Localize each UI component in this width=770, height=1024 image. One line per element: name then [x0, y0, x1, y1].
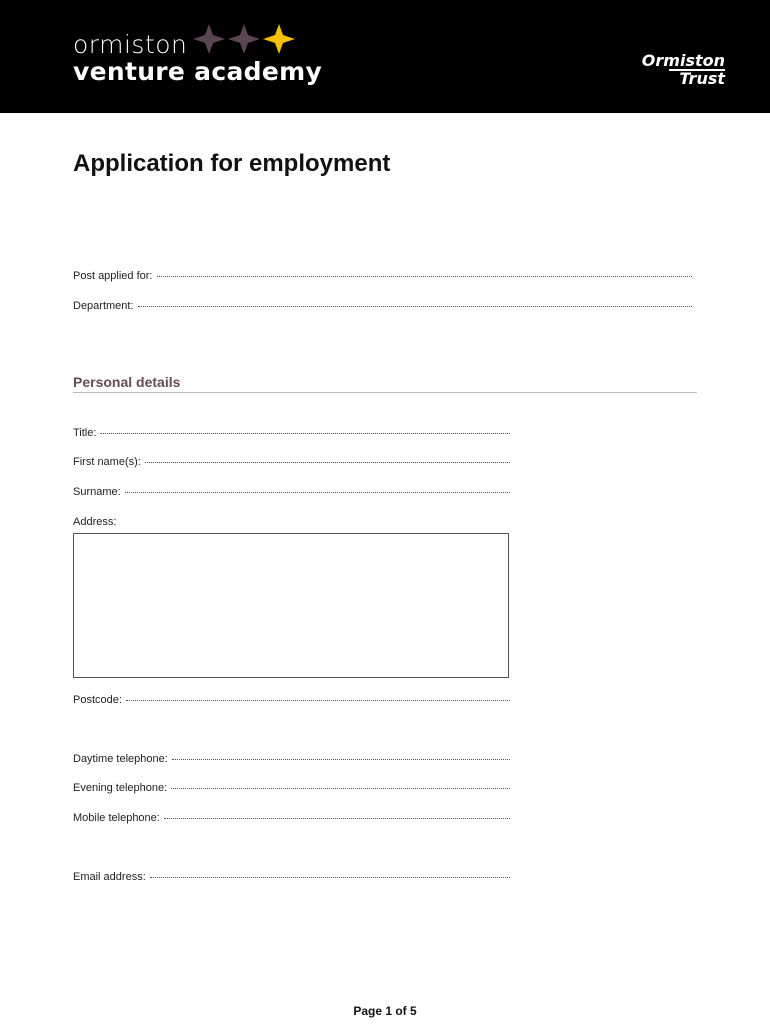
section-heading-personal-details: Personal details	[73, 374, 181, 390]
department-line[interactable]	[138, 305, 692, 307]
evening-telephone-label: Evening telephone:	[73, 782, 168, 794]
address-label: Address:	[73, 516, 117, 528]
title-label: Title:	[73, 427, 97, 439]
postcode-field[interactable]	[73, 694, 510, 706]
department-label: Department:	[73, 300, 134, 312]
title-line[interactable]	[100, 432, 510, 434]
email-address-label: Email address:	[73, 871, 146, 883]
address-input-box[interactable]	[73, 533, 509, 678]
ormiston-trust-logo	[639, 53, 725, 87]
address-label-wrap	[73, 516, 116, 528]
email-address-line[interactable]	[150, 876, 510, 878]
mobile-telephone-field[interactable]	[73, 812, 510, 824]
trust-logo-line2: Trust	[669, 69, 725, 87]
first-names-label: First name(s):	[73, 456, 141, 468]
surname-field[interactable]	[73, 486, 510, 498]
mobile-telephone-label: Mobile telephone:	[73, 812, 160, 824]
first-names-line[interactable]	[145, 461, 510, 463]
post-applied-label: Post applied for:	[73, 270, 153, 282]
page-number: Page 1 of 5	[353, 1004, 417, 1018]
post-applied-field[interactable]	[73, 270, 692, 282]
postcode-label: Postcode:	[73, 694, 122, 706]
academy-logo-line1: ormiston	[73, 30, 188, 59]
academy-logo-line2: venture academy	[73, 57, 323, 86]
page-header	[0, 0, 770, 113]
first-names-field[interactable]	[73, 456, 510, 468]
surname-label: Surname:	[73, 486, 121, 498]
evening-telephone-field[interactable]	[73, 782, 510, 794]
title-field[interactable]	[73, 427, 510, 439]
email-address-field[interactable]	[73, 871, 510, 883]
page-title: Application for employment	[73, 150, 391, 177]
postcode-line[interactable]	[126, 699, 510, 701]
daytime-telephone-line[interactable]	[172, 758, 510, 760]
trust-logo-line1: Ormiston	[641, 51, 725, 70]
department-field[interactable]	[73, 300, 692, 312]
section-divider	[73, 392, 697, 393]
star-icon-3	[263, 24, 295, 54]
star-icon-2	[228, 24, 260, 54]
star-icons	[192, 22, 296, 56]
evening-telephone-line[interactable]	[171, 787, 510, 789]
daytime-telephone-label: Daytime telephone:	[73, 753, 168, 765]
post-applied-line[interactable]	[157, 275, 693, 277]
star-icon-1	[193, 24, 225, 54]
daytime-telephone-field[interactable]	[73, 753, 510, 765]
mobile-telephone-line[interactable]	[164, 817, 510, 819]
surname-line[interactable]	[125, 491, 510, 493]
